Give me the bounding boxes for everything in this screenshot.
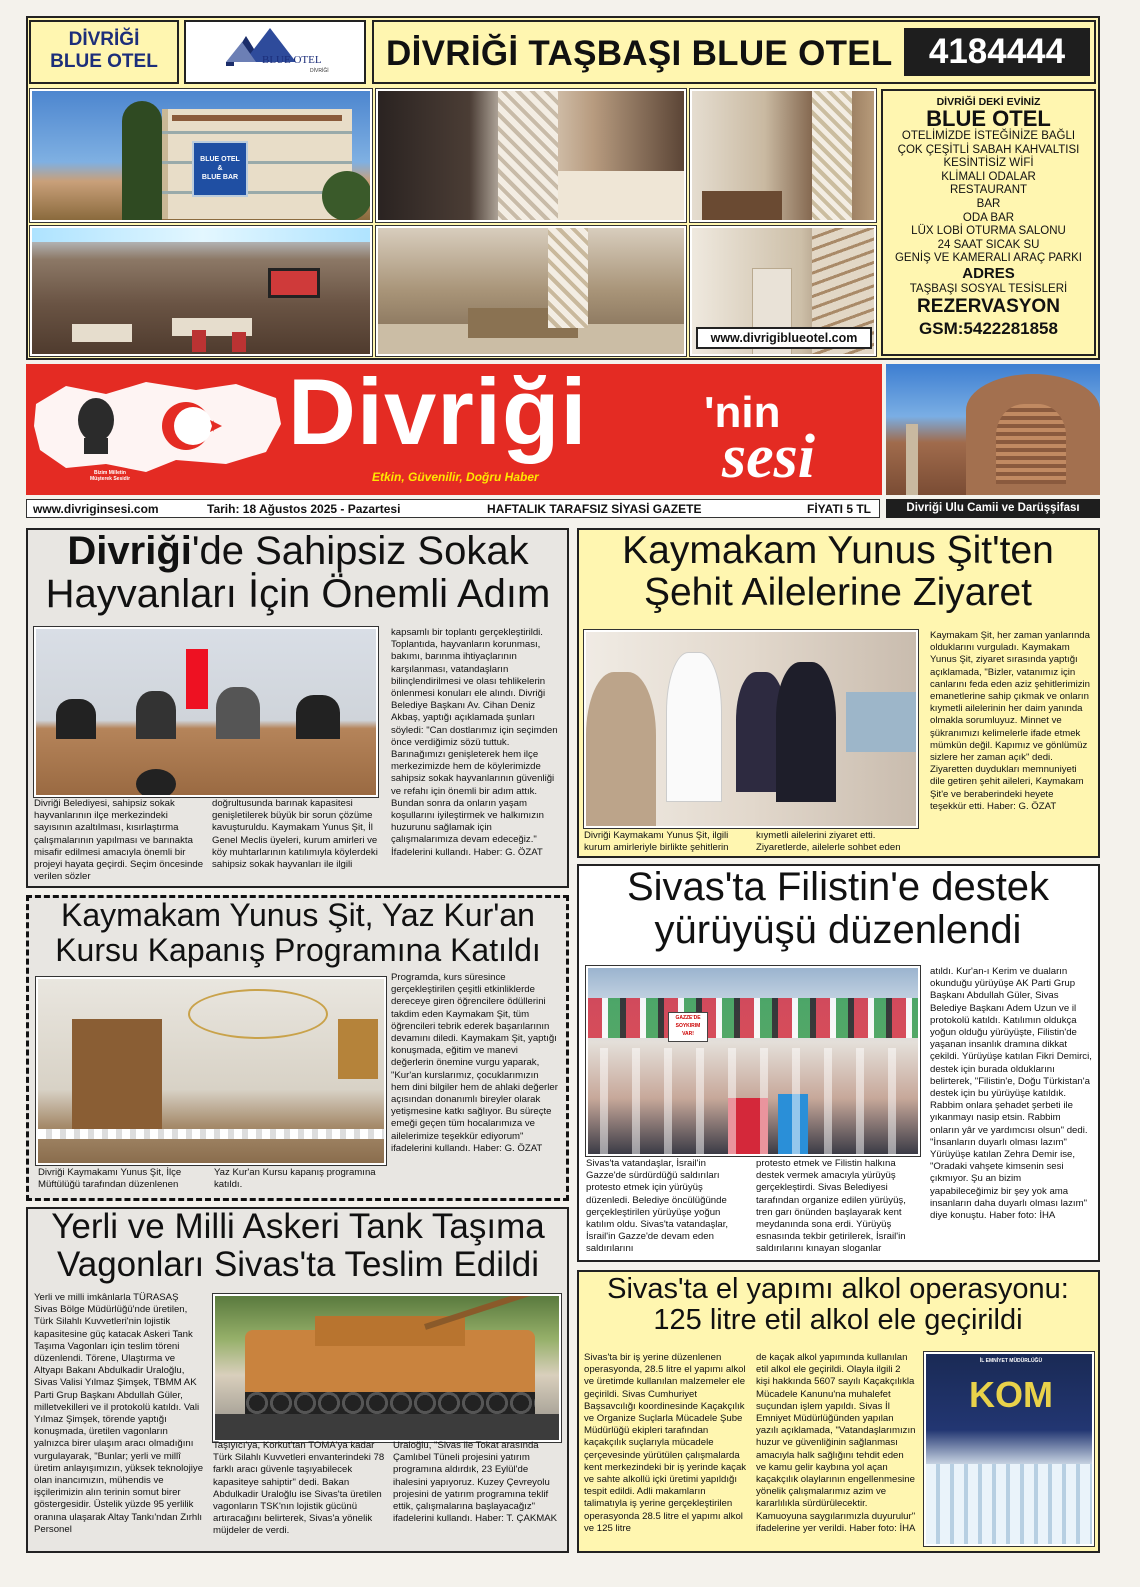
hotel-room-photo-2 [690,89,876,222]
article-3-right-col: Programda, kurs süresince gerçekleştirilen çeşitli etkinliklerde dereceye giren öğrencilere ödüllerini takdim eden Kaymakam Şit, tüm öğrencileri tebrik ederek başarılarının devamını diledi. Kaymakam Şit, yaptığı konuşmada, eğitim ve manevi değerlerin önemine vurgu yaparak, "Kur'an kurslarımız, çocuklarımızın hem dini bilgiler hem de ahlaki değerler açısından donanımlı bireyler olarak yetişmesine katkı sağlıyor. Bu süreçte emeği geçen tüm hocalarımıza ve ailelerimize teşekkür ediyorum" ifadelerini kullandı. Haber: G. ÖZAT [391,972,558,1154]
hotel-info-title: BLUE OTEL [926,106,1051,131]
hotel-website-link[interactable]: www.divrigiblueotel.com [696,327,872,349]
ulu-camii-photo [886,364,1100,495]
hotel-info-box [881,89,1096,356]
ad-logo-sub: DİVRİĞİ [310,68,329,74]
tank-wagon-photo [213,1294,561,1442]
masthead-suffix: 'nin [704,388,781,437]
info-bar [26,499,880,518]
hotel-info-small: DİVRİĞİ DEKİ EVİNİZ [936,96,1041,108]
ad-banner-title: DİVRİĞİ TAŞBAŞI BLUE OTEL [386,34,893,73]
article-5-title: Yerli ve Milli Askeri Tank Taşıma Vagonları Sivas'ta Teslim Edildi [51,1208,545,1284]
feature-item: BAR [976,197,1001,210]
masthead-sesi: sesi [722,423,815,491]
article-4-bottom-right: protesto etmek ve Filistin halkına destek vermek amacıyla yürüyüş gerçekleştirdi. Sivas Belediyesi tarafından organize edilen yürüyüş, tren garı önünden başlayarak kent meydanında sona erdi. Yürüyüş esnasında tekbir getirilerek, İsrail'in saldırılarını kınayan sloganlar [756,1158,906,1255]
article-3-title: Kaymakam Yunus Şit, Yaz Kur'an Kursu Kapanış Programına Katıldı [55,898,541,968]
article-2-title: Kaymakam Yunus Şit'ten Şehit Ailelerine Ziyaret [622,530,1054,615]
article-1-bottom-left: Divriği Belediyesi, sahipsiz sokak hayvanlarının ilçe merkezindeki sayısının azaltılması, kısırlaştırma çalışmalarının yapılması ve barınakta misafir edilmesi amacıyla önemli bir projeyi hayata geçirdi. Seçim öncesinde verilen sözler [34,798,204,883]
feature-item: KLİMALI ODALAR [941,170,1036,183]
hotel-sign-text: BLUE OTEL & BLUE BAR [200,156,240,181]
ad-banner-phone: 4184444 [904,28,1090,76]
article-1-right-col: kapsamlı bir toplantı gerçekleştirildi. Toplantıda, hayvanların korunması, bakımı, barınma ihtiyaçlarının karşılanması, vatandaşların bilinçlendirilmesi ve olası tehlikelerin önlenmesi konuları ele alındı. Divriği Belediye Başkanı Av. Cihan Deniz Akbaş, yaptığı açıklamada şunları söyledi: "Can dostlarımız için seçimden önce verdiğimiz sözü tuttuk. Barınağımızı genişleterek hem ilçe merkezimizde hem de köylerimizde sahipsiz sokak hayvanlarının güvenliği ve refahı için önemli bir adım attık. Bundan sonra da onların yaşam koşullarını iyileştirmek ve halkımızın huzurunu sağlamak için çalışmalarımıza devam edeceğiz." İfadelerini kullandı. Haber: G. ÖZAT [391,627,558,858]
masthead-slogan: Etkin, Güvenilir, Doğru Haber [372,470,539,484]
martyr-visit-photo [584,630,918,828]
article-2-bottom-right: kıymetli ailelerini ziyaret etti. Ziyaretlerde, ailelerle sohbet eden [756,830,901,854]
mosque-ceremony-photo [36,977,386,1165]
ad-logo-box [184,20,366,84]
address-label: ADRES [962,264,1015,282]
article-3-bottom-right: Yaz Kur'an Kursu kapanış programına katıldı. [214,1167,376,1191]
article-2-bottom-left: Divriği Kaymakamı Yunus Şit, ilgili kurum amirleriyle birlikte şehitlerin [584,830,729,854]
feature-item: ODA BAR [962,211,1015,224]
turkey-map-icon [26,364,286,495]
paper-type: HAFTALIK TARAFSIZ SİYASİ GAZETE [487,502,702,516]
feature-item: RESTAURANT [949,184,1028,197]
ad-logo-brand: BLUE OTEL [262,54,322,66]
article-4-bottom-left: Sivas'ta vatandaşlar, İsrail'in Gazze'de sürdürdüğü saldırıları protesto etmek için yürüyüş düzenledi. Belediye öncülüğünde gerçekleştirilen yürüyüşe yoğun katılım oldu. Sivas'ta vatandaşlar, İsrail'in Gazze'de devam eden saldırılarını [586,1158,729,1255]
feature-item: GENİŞ VE KAMERALI ARAÇ PARKI [894,252,1083,265]
council-meeting-photo [34,627,378,797]
feature-item: KESİNTİSİZ WİFİ [943,157,1034,170]
photo-caption-bar: Divriği Ulu Camii ve Darüşşifası [886,499,1100,518]
feature-item: LÜX LOBİ OTURMA SALONU [911,225,1066,238]
gsm-number: GSM:5422281858 [919,318,1058,338]
reservation-label: REZERVASYON [917,295,1060,317]
march-crowd-photo [586,966,920,1156]
article-1-title: Divriği'de Sahipsiz Sokak Hayvanları İçin Önemli Adım [45,530,551,617]
paper-price: FİYATI 5 TL [807,502,872,516]
masthead-name: Divriği [288,364,588,464]
hotel-restaurant-photo [30,226,372,356]
article-5-bottom-left: Taşıyıcı'ya, Korkut'tan TOMA'ya kadar Türk Silahlı Kuvvetleri envanterindeki 78 farklı aracı güvenle taşıyabilecek kapasiteye sahiptir" dedi. Bakan Abdulkadir Uraloğlu ise Sivas'ta üretilen vagonların TSK'nın lojistik gücünü artıracağını belirterek, Sivas'a yönelik müjdeler de verdi. [213,1440,385,1537]
article-2-right-col: Kaymakam Şit, her zaman yanlarında olduklarını vurguladı. Kaymakam Yunus Şit, ziyaret sırasında yaptığı açıklamada, "Bizler, vatanımız için canlarını feda eden aziz şehitlerimizin emanetlerine sahip çıkmak ve onların kıymetli ailelerinin her daim yanında olmakla sorumluyuz. Minnet ve şükranımızı kelimelerle ifade etmek mümkün değil. Kapımız ve gönlümüz sizlere her zaman açık" dedi. Ziyaretten duydukları memnuniyeti dile getiren şehit aileleri, Kaymakam Şit'e ve beraberindeki heyete teşekkür etti. Haber: G. ÖZAT [930,630,1090,812]
protest-sign: GAZZE'DE SOYKIRIM VAR! [675,1015,701,1037]
seized-alcohol-photo [924,1352,1094,1546]
article-5-bottom-right: Uraloğlu, "Sivas ile Tokat arasında Çamlıbel Tüneli projesini yatırım programına aldırdık, 23 Eylül'de ihalesini yapıyoruz. Kuzey Çevreyolu projesini de yatırım programına teklif ettik, çalışmalarına başlayacağız" ifadelerini kullandı. Haber: T. ÇAKMAK [393,1440,558,1525]
article-4-title: Sivas'ta Filistin'e destek yürüyüşü düzenlendi [626,866,1050,953]
address-value: TAŞBAŞI SOSYAL TESİSLERİ [909,282,1068,295]
ad-logo-text-box [29,20,179,84]
ad-logo-line2: BLUE OTEL [50,51,158,72]
kom-logo-text: KOM [969,1374,1053,1415]
newspaper-website[interactable]: www.divriginsesi.com [33,502,159,516]
hotel-exterior-photo [30,89,372,222]
article-6-title: Sivas'ta el yapımı alkol operasyonu: 125 litre etil alkol ele geçirildi [607,1274,1069,1337]
article-1-bottom-right: doğrultusunda barınak kapasitesi genişletilerek büyük bir sorun çözüme kavuşturuldu. Kaymakam Yunus Şit, İl Genel Meclis üyeleri, kurum amirleri ve köy muhtarlarının katılımıyla köylerdeki sahipsiz sokak hayvanları ile ilgili [212,798,378,871]
feature-item: ÇOK ÇEŞİTLİ SABAH KAHVALTISI [897,143,1080,156]
police-banner-text: İL EMNİYET MÜDÜRLÜĞÜ [979,1358,1043,1364]
feature-item: 24 SAAT SICAK SU [937,238,1040,251]
article-3-bottom-left: Divriği Kaymakamı Yunus Şit, İlçe Müftülüğü tarafından düzenlenen [38,1167,182,1191]
hotel-logo-icon [186,22,366,82]
article-6-col-1: Sivas'ta bir iş yerine düzenlenen operasyonda, 28.5 litre el yapımı alkol ve üretimde kullanılan malzemeler ele geçirildi. Sivas Cumhuriyet Başsavcılığı koordinesinde Kaçakçılık ve Organize Suçlarla Mücadele Şube Müdürlüğü ekipleri tarafından kaçakçılık suçlarıyla mücadele çerçevesinde yürütülen çalışmalarda kent merkezindeki bir iş yerinde kaçak ve sahte alkollü içki üretimi yapıldığı tespit edildi. Adli makamların talimatıyla iş yerine gerçekleştirilen operasyonda 28.5 litre el yapımı alkol ve 125 litre [584,1352,747,1534]
ad-logo-line1: DİVRİĞİ [68,29,140,50]
map-caption: Bizim Milletin Müşterek Sesidir [90,470,131,482]
hotel-room-photo-1 [376,89,686,222]
hotel-feature-list [883,130,1094,266]
article-4-right-col: atıldı. Kur'an-ı Kerim ve duaların okunduğu yürüyüşe AK Parti Grup Başkanı Abdullah Güler, Sivas Belediye Başkanı Adem Uzun ve il protokolü katıldı. Katılımın oldukça yoğun olduğu yürüyüşte, Filistin'de yaşanan insanlık dramına dikkat çekildi. Yürüyüşe katılan Fikri Demirci, destek için burada olduklarını belirterek, "Filistin'e, Doğu Türkistan'a destek için bu yürüyüşe katıldık. Rabbim onlara şehadet şerbeti ile yıkanmayı nasip etsin. Rabbim onların yâr ve yardımcısı olsun" dedi. "İnsanların duyarlı olması lazım" Yürüyüşe katılan Zehra Demir ise, "Oradaki vahşete kimsenin sesi çıkmıyor. Şu an bizim yapabileceğimiz bir şey yok ama insanların daha duyarlı olması lazım" diye konuştu. Haber foto: İHA [930,966,1092,1222]
masthead [26,364,882,495]
article-6-col-2: de kaçak alkol yapımında kullanılan etil alkol ele geçirildi. Olayla ilgili 2 kişi hakkında 5607 sayılı Kaçakçılıkla Mücadele Kanunu'na muhalefet suçundan işlem yapıldı. Sivas İl Emniyet Müdürlüğünden yapılan yazılı açıklamada, "Vatandaşlarımızın huzur ve güvenliğinin sağlanması amacıyla halk sağlığını tehdit eden ve kamu gelir kaybına yol açan kaçakçılık olaylarının engellenmesine yönelik çalışmalarımız azim ve kararlılıkla sürdürülecektir. Kamuoyuna saygılarımızla duyurulur" ifadelerine yer verildi. Haber foto: İHA [756,1352,916,1534]
feature-item: OTELİMİZDE İSTEĞİNİZE BAĞLI [901,130,1076,142]
article-5-left-col: Yerli ve milli imkânlarla TÜRASAŞ Sivas Bölge Müdürlüğü'nde üretilen, Türk Silahlı Kuvvetleri'nin lojistik kapasitesine güç katacak Askeri Tank Taşıma Vagonları için teslim töreni düzenlendi. Törene, Ulaştırma ve Altyapı Bakanı Abdulkadir Uraloğlu, Sivas Valisi Yılmaz Şimşek, TBMM AK Parti Grup Başkanı Abdullah Güler, milletvekilleri ve il protokolü katıldı. Vali Yılmaz Şimşek, törende yaptığı konuşmada, üretilen vagonların yalnızca birer ulaşım aracı olmadığını vurgulayarak, "Bunlar; yerli ve millî üretim anlayışımızın, yüksek teknolojiye olan inancımızın, mühendis ve işçilerimizin alın terinin somut birer göstergesidir. Üstelik yüzde 95 yerlilik oranına ulaşarak Altay Tankı'ndan Zırhlı Personel [34,1292,204,1535]
hotel-lobby-photo [376,226,686,356]
issue-date: Tarih: 18 Ağustos 2025 - Pazartesi [207,502,401,516]
ad-banner [372,20,1096,84]
